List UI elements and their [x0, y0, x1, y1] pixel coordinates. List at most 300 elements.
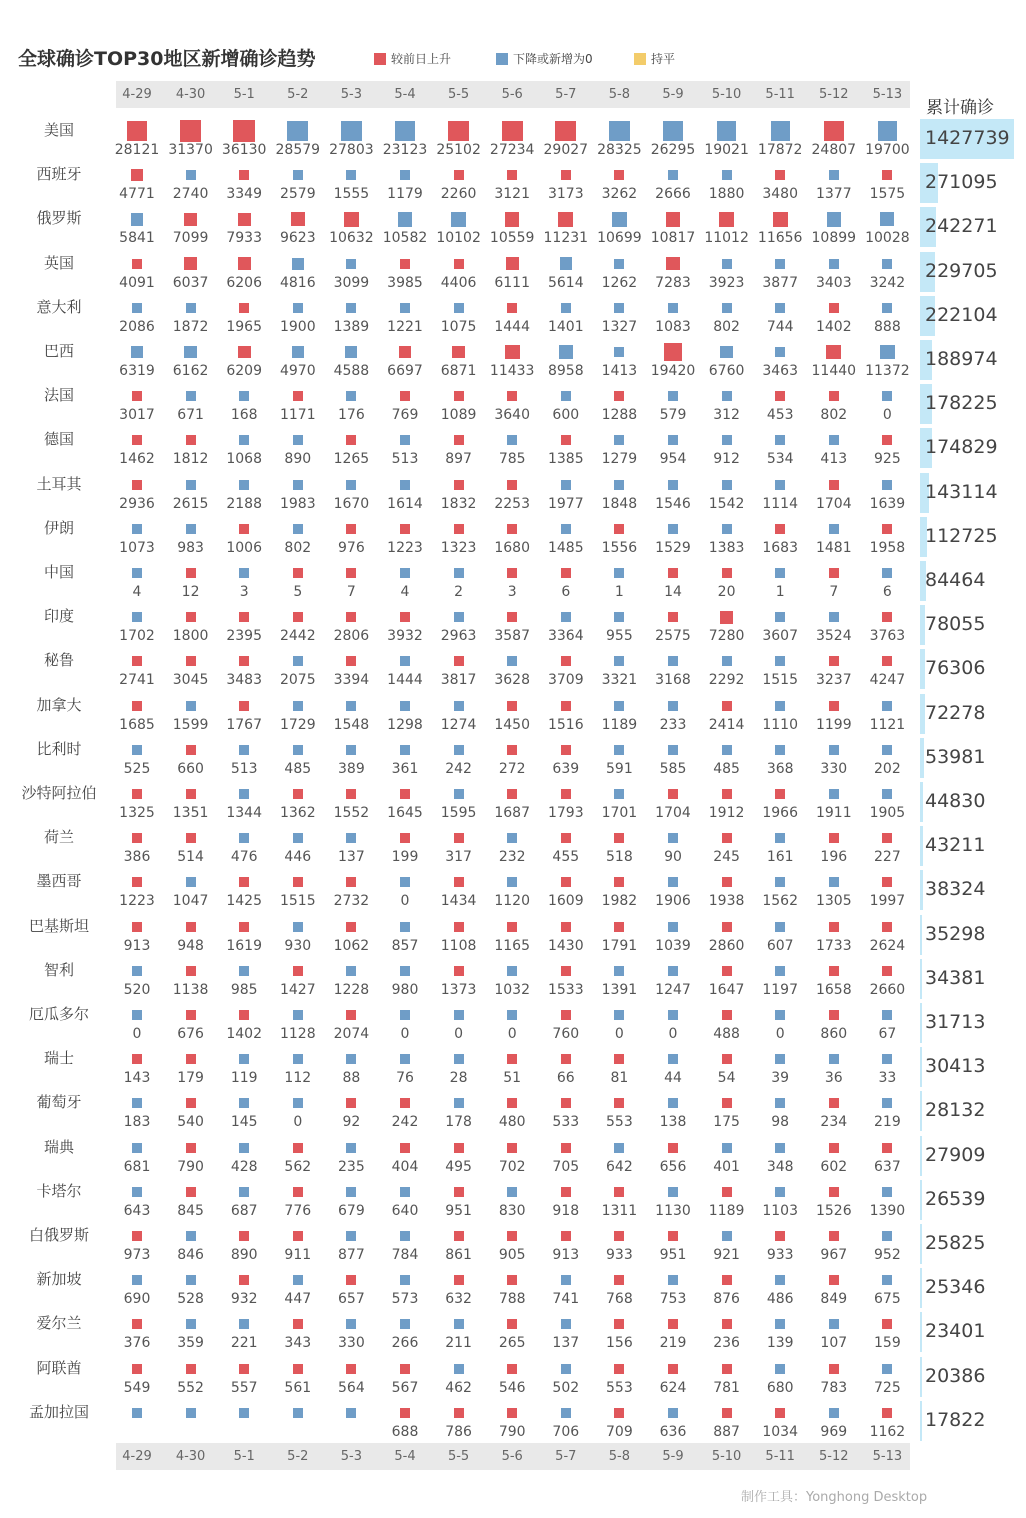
- value-label: 688: [391, 1423, 419, 1440]
- trend-square: [614, 1364, 624, 1374]
- value-label: 1034: [762, 1423, 798, 1440]
- trend-square: [293, 1054, 303, 1064]
- value-label: 1: [614, 584, 624, 600]
- value-label: 1619: [226, 937, 262, 954]
- value-label: 485: [284, 760, 312, 777]
- value-label: 567: [391, 1379, 419, 1396]
- value-label: 27234: [489, 142, 535, 158]
- value-label: 1966: [762, 805, 798, 821]
- country-label: 比利时: [36, 739, 82, 758]
- value-label: 485: [713, 760, 740, 777]
- trend-square: [722, 1187, 732, 1197]
- value-label: 2732: [333, 893, 370, 910]
- value-label: 10632: [329, 230, 374, 247]
- trend-square: [775, 1319, 785, 1329]
- trend-square: [293, 701, 303, 711]
- value-label: 6037: [172, 274, 209, 291]
- trend-square: [346, 303, 356, 313]
- value-label: 518: [606, 849, 633, 866]
- value-label: 1548: [333, 716, 370, 733]
- value-label: 1791: [601, 937, 638, 954]
- trend-square: [398, 212, 412, 226]
- value-label: 389: [338, 760, 365, 777]
- value-label: 2860: [708, 937, 745, 954]
- value-label: 143: [123, 1070, 151, 1087]
- country-label: 智利: [43, 960, 74, 979]
- trend-square: [668, 922, 678, 932]
- trend-square: [722, 303, 732, 313]
- trend-square: [293, 391, 303, 401]
- trend-square: [454, 303, 464, 313]
- date-label: 5-13: [872, 87, 903, 102]
- trend-square: [722, 656, 732, 666]
- trend-square: [561, 877, 571, 887]
- value-label: 2075: [279, 672, 316, 689]
- trend-square: [614, 480, 624, 490]
- value-label: 540: [177, 1114, 204, 1131]
- value-label: 6697: [387, 363, 423, 379]
- value-label: 1444: [494, 318, 530, 335]
- value-label: 0: [668, 1026, 678, 1042]
- legend-swatch-up: [374, 53, 386, 65]
- trend-square: [293, 524, 303, 534]
- cumulative-value: 242271: [925, 215, 998, 238]
- value-label: 66: [556, 1070, 575, 1087]
- value-label: 3628: [494, 672, 530, 689]
- trend-square: [448, 121, 468, 141]
- value-label: 2395: [226, 628, 262, 645]
- trend-square: [186, 391, 196, 401]
- trend-square: [506, 257, 519, 270]
- trend-square: [127, 121, 148, 142]
- value-label: 1110: [762, 716, 798, 733]
- value-label: 913: [123, 937, 151, 954]
- value-label: 27803: [329, 142, 374, 158]
- value-label: 44: [664, 1070, 682, 1087]
- value-label: 948: [177, 937, 204, 954]
- date-label: 5-6: [501, 1449, 523, 1464]
- trend-square: [132, 1010, 142, 1020]
- country-label: 土耳其: [36, 474, 82, 493]
- trend-square: [346, 966, 356, 976]
- country-label: 美国: [43, 121, 74, 139]
- value-label: 513: [391, 451, 419, 468]
- date-label: 5-3: [340, 1449, 362, 1464]
- value-label: 888: [874, 318, 901, 335]
- trend-square: [882, 966, 892, 976]
- trend-square: [561, 303, 571, 313]
- trend-square: [829, 1098, 839, 1108]
- value-label: 933: [606, 1247, 633, 1263]
- value-label: 525: [123, 760, 151, 777]
- trend-square: [293, 656, 303, 666]
- value-label: 860: [820, 1026, 848, 1042]
- value-label: 1: [775, 584, 785, 600]
- date-label: 5-11: [765, 87, 795, 102]
- trend-square: [233, 120, 255, 142]
- trend-square: [882, 612, 892, 622]
- trend-square: [614, 1054, 624, 1064]
- value-label: 81: [610, 1070, 629, 1087]
- value-label: 830: [498, 1202, 526, 1219]
- value-label: 404: [391, 1158, 419, 1175]
- trend-square: [775, 1143, 785, 1153]
- value-label: 781: [713, 1379, 740, 1396]
- trend-square: [668, 1054, 678, 1064]
- trend-square: [346, 922, 356, 932]
- value-label: 2624: [869, 937, 906, 954]
- value-label: 890: [284, 451, 312, 468]
- trend-square: [132, 877, 142, 887]
- value-label: 1912: [708, 805, 745, 821]
- value-label: 1197: [762, 981, 798, 998]
- cumulative-bar: [920, 826, 923, 866]
- trend-square: [238, 213, 251, 226]
- trend-square: [293, 170, 303, 180]
- value-label: 681: [123, 1158, 151, 1175]
- trend-square: [132, 1319, 142, 1329]
- value-label: 3923: [708, 274, 745, 291]
- trend-square: [775, 1231, 785, 1241]
- value-label: 242: [391, 1114, 419, 1131]
- trend-square: [829, 1319, 839, 1329]
- value-label: 1377: [815, 186, 852, 203]
- value-label: 10028: [865, 230, 910, 247]
- trend-square: [882, 170, 892, 180]
- cumulative-value: 28132: [925, 1099, 986, 1122]
- value-label: 4771: [119, 186, 155, 203]
- value-label: 1880: [708, 186, 745, 203]
- trend-square: [186, 1098, 196, 1108]
- trend-square: [454, 1319, 464, 1329]
- trend-square: [293, 745, 303, 755]
- value-label: 6871: [440, 363, 477, 379]
- trend-square: [346, 170, 356, 180]
- value-label: 0: [400, 1026, 410, 1042]
- trend-square: [186, 1231, 196, 1241]
- cumulative-value: 72278: [925, 701, 986, 724]
- value-label: 1390: [869, 1202, 906, 1219]
- value-label: 857: [391, 937, 419, 954]
- trend-square: [775, 391, 785, 401]
- date-axis-bottom: [116, 1443, 910, 1470]
- trend-square: [668, 745, 678, 755]
- value-label: 1793: [547, 805, 584, 821]
- trend-square: [132, 1098, 142, 1108]
- value-label: 514: [177, 849, 204, 866]
- value-label: 1958: [869, 539, 906, 556]
- chart-title: 全球确诊TOP30地区新增确诊趋势: [18, 48, 316, 70]
- trend-square: [882, 303, 892, 313]
- country-label: 墨西哥: [36, 872, 82, 891]
- trend-square: [668, 1364, 678, 1374]
- value-label: 967: [820, 1247, 848, 1263]
- trend-square: [184, 346, 197, 359]
- value-label: 7: [829, 584, 839, 600]
- value-label: 1325: [119, 805, 155, 821]
- cumulative-bar: [920, 1180, 922, 1220]
- trend-square: [882, 1187, 892, 1197]
- value-label: 3709: [547, 672, 584, 689]
- trend-square: [132, 568, 142, 578]
- trend-square: [132, 1143, 142, 1153]
- trend-square: [775, 701, 785, 711]
- value-label: 1171: [279, 407, 316, 424]
- trend-square: [829, 524, 839, 534]
- trend-square: [239, 1010, 249, 1020]
- value-label: 1120: [494, 893, 530, 910]
- trend-square: [882, 656, 892, 666]
- value-label: 1103: [762, 1202, 798, 1219]
- value-label: 1162: [869, 1423, 906, 1440]
- value-label: 602: [820, 1158, 848, 1175]
- value-label: 1089: [440, 407, 477, 424]
- cumulative-value: 23401: [925, 1320, 986, 1343]
- trend-square: [882, 1364, 892, 1374]
- value-label: 632: [445, 1291, 472, 1308]
- value-label: 933: [766, 1247, 794, 1263]
- trend-square: [507, 1231, 517, 1241]
- value-label: 660: [177, 760, 204, 777]
- value-label: 1562: [762, 893, 798, 910]
- trend-square: [293, 1187, 303, 1197]
- trend-square: [184, 213, 197, 226]
- trend-square: [346, 701, 356, 711]
- trend-square: [184, 257, 197, 270]
- value-label: 6111: [494, 274, 530, 291]
- trend-square: [561, 745, 571, 755]
- value-label: 1383: [708, 539, 745, 556]
- value-label: 183: [123, 1114, 151, 1131]
- value-label: 1900: [279, 318, 316, 335]
- trend-square: [829, 1010, 839, 1020]
- legend-item-flat[interactable]: [634, 50, 675, 67]
- value-label: 1515: [279, 893, 316, 910]
- trend-square: [561, 1319, 571, 1329]
- date-label: 5-9: [662, 1449, 684, 1464]
- trend-square: [454, 1408, 464, 1418]
- trend-square: [400, 1054, 410, 1064]
- trend-square: [507, 170, 517, 180]
- value-label: 1701: [601, 805, 638, 821]
- trend-square: [775, 259, 785, 269]
- trend-square: [722, 745, 732, 755]
- trend-square: [132, 745, 142, 755]
- value-label: 702: [498, 1158, 526, 1175]
- trend-square: [668, 612, 678, 622]
- trend-square: [771, 121, 790, 140]
- trend-square: [186, 701, 196, 711]
- trend-square: [614, 656, 624, 666]
- trend-square: [186, 833, 196, 843]
- value-label: 562: [284, 1158, 312, 1175]
- trend-square: [829, 1231, 839, 1241]
- trend-square: [614, 1010, 624, 1020]
- trend-square: [454, 524, 464, 534]
- value-label: 90: [664, 849, 682, 866]
- trend-square: [400, 435, 410, 445]
- value-label: 462: [445, 1379, 472, 1396]
- trend-square: [614, 170, 624, 180]
- trend-square: [775, 833, 785, 843]
- value-label: 579: [659, 407, 687, 424]
- trend-square: [561, 1098, 571, 1108]
- value-label: 219: [874, 1114, 901, 1131]
- trend-square: [505, 345, 520, 360]
- trend-square: [720, 346, 733, 359]
- date-label: 5-1: [233, 1449, 255, 1464]
- value-label: 235: [338, 1158, 365, 1175]
- value-label: 564: [338, 1379, 365, 1396]
- trend-square: [561, 435, 571, 445]
- trend-square: [722, 480, 732, 490]
- trend-square: [400, 1231, 410, 1241]
- trend-square: [293, 966, 303, 976]
- trend-square: [454, 833, 464, 843]
- cumulative-bar: [920, 1312, 922, 1352]
- trend-square: [882, 391, 892, 401]
- trend-square: [132, 303, 142, 313]
- cumulative-bar: [920, 1091, 922, 1131]
- value-label: 211: [445, 1335, 472, 1352]
- value-label: 3237: [815, 672, 852, 689]
- trend-square: [291, 212, 305, 226]
- value-label: 1609: [547, 893, 584, 910]
- trend-square: [346, 1187, 356, 1197]
- trend-square: [346, 568, 356, 578]
- cumulative-value: 27909: [925, 1143, 986, 1166]
- cumulative-value: 84464: [925, 569, 986, 591]
- trend-square: [454, 966, 464, 976]
- country-label: 德国: [43, 430, 74, 449]
- cumulative-value: 188974: [925, 348, 998, 370]
- value-label: 1977: [547, 495, 584, 512]
- value-label: 1262: [601, 274, 638, 291]
- trend-square: [346, 1098, 356, 1108]
- trend-square: [400, 1408, 410, 1418]
- trend-square: [239, 435, 249, 445]
- trend-square: [882, 524, 892, 534]
- legend-item-down[interactable]: [496, 50, 593, 67]
- value-label: 137: [338, 849, 365, 866]
- trend-square: [614, 1231, 624, 1241]
- value-label: 1083: [655, 318, 691, 335]
- trend-square: [668, 1010, 678, 1020]
- value-label: 983: [177, 539, 204, 556]
- cumulative-value: 271095: [925, 171, 998, 194]
- value-label: 1344: [226, 805, 262, 821]
- value-label: 139: [766, 1335, 794, 1352]
- trend-square: [346, 1364, 356, 1374]
- trend-square: [346, 745, 356, 755]
- trend-square: [614, 612, 624, 622]
- trend-square: [775, 656, 785, 666]
- trend-square: [829, 303, 839, 313]
- value-label: 3394: [333, 672, 370, 689]
- legend-item-up[interactable]: [374, 50, 451, 67]
- trend-square: [614, 259, 624, 269]
- trend-square: [186, 745, 196, 755]
- trend-square: [561, 170, 571, 180]
- value-label: 119: [230, 1070, 258, 1087]
- date-label: 4-30: [175, 1449, 206, 1464]
- value-label: 973: [123, 1247, 151, 1263]
- value-label: 930: [284, 937, 312, 954]
- trend-square: [507, 1319, 517, 1329]
- country-label: 西班牙: [36, 165, 82, 184]
- trend-square: [880, 345, 895, 360]
- date-label: 5-3: [340, 87, 362, 102]
- trend-square: [720, 611, 733, 624]
- value-label: 137: [552, 1335, 580, 1352]
- value-label: 179: [177, 1070, 204, 1087]
- value-label: 887: [713, 1423, 740, 1440]
- value-label: 232: [498, 849, 526, 866]
- trend-square: [829, 568, 839, 578]
- country-label: 伊朗: [43, 518, 74, 537]
- trend-square: [663, 121, 684, 142]
- trend-square: [614, 922, 624, 932]
- footer-credit: 制作工具：Yonghong Desktop: [741, 1490, 928, 1505]
- value-label: 744: [766, 318, 794, 335]
- trend-square: [882, 1408, 892, 1418]
- trend-square: [882, 833, 892, 843]
- value-label: 1683: [762, 539, 798, 556]
- trend-square: [561, 833, 571, 843]
- cumulative-bar: [920, 1224, 922, 1264]
- cumulative-value: 34381: [925, 966, 986, 989]
- trend-square: [239, 1187, 249, 1197]
- value-label: 1906: [655, 893, 691, 910]
- value-label: 401: [713, 1158, 740, 1175]
- trend-square: [400, 833, 410, 843]
- trend-square: [561, 789, 571, 799]
- value-label: 1427: [279, 981, 316, 998]
- value-label: 776: [284, 1202, 312, 1219]
- trend-square: [775, 1054, 785, 1064]
- value-label: 4970: [279, 363, 316, 379]
- value-label: 705: [552, 1158, 580, 1175]
- value-label: 1529: [655, 539, 691, 556]
- value-label: 790: [498, 1423, 526, 1440]
- cumulative-value: 53981: [925, 745, 986, 768]
- value-label: 11372: [865, 363, 910, 379]
- country-label: 瑞典: [43, 1137, 74, 1156]
- cumulative-value: 30413: [925, 1055, 986, 1078]
- value-label: 25102: [436, 142, 481, 158]
- trend-square: [400, 966, 410, 976]
- trend-square: [400, 1098, 410, 1108]
- legend-swatch-down: [496, 53, 508, 65]
- trend-square: [454, 877, 464, 887]
- value-label: 1965: [226, 318, 262, 335]
- value-label: 741: [552, 1291, 580, 1308]
- value-label: 1402: [226, 1026, 262, 1042]
- trend-square: [239, 480, 249, 490]
- trend-square: [824, 121, 844, 141]
- value-label: 10582: [382, 230, 428, 247]
- value-label: 671: [177, 407, 204, 424]
- trend-square: [507, 1364, 517, 1374]
- value-label: 3985: [387, 274, 423, 291]
- trend-square: [131, 213, 144, 226]
- trend-square: [614, 435, 624, 445]
- trend-square: [507, 303, 517, 313]
- trend-square: [722, 833, 732, 843]
- value-label: 265: [498, 1335, 526, 1352]
- trend-square: [561, 391, 571, 401]
- trend-square: [292, 346, 304, 358]
